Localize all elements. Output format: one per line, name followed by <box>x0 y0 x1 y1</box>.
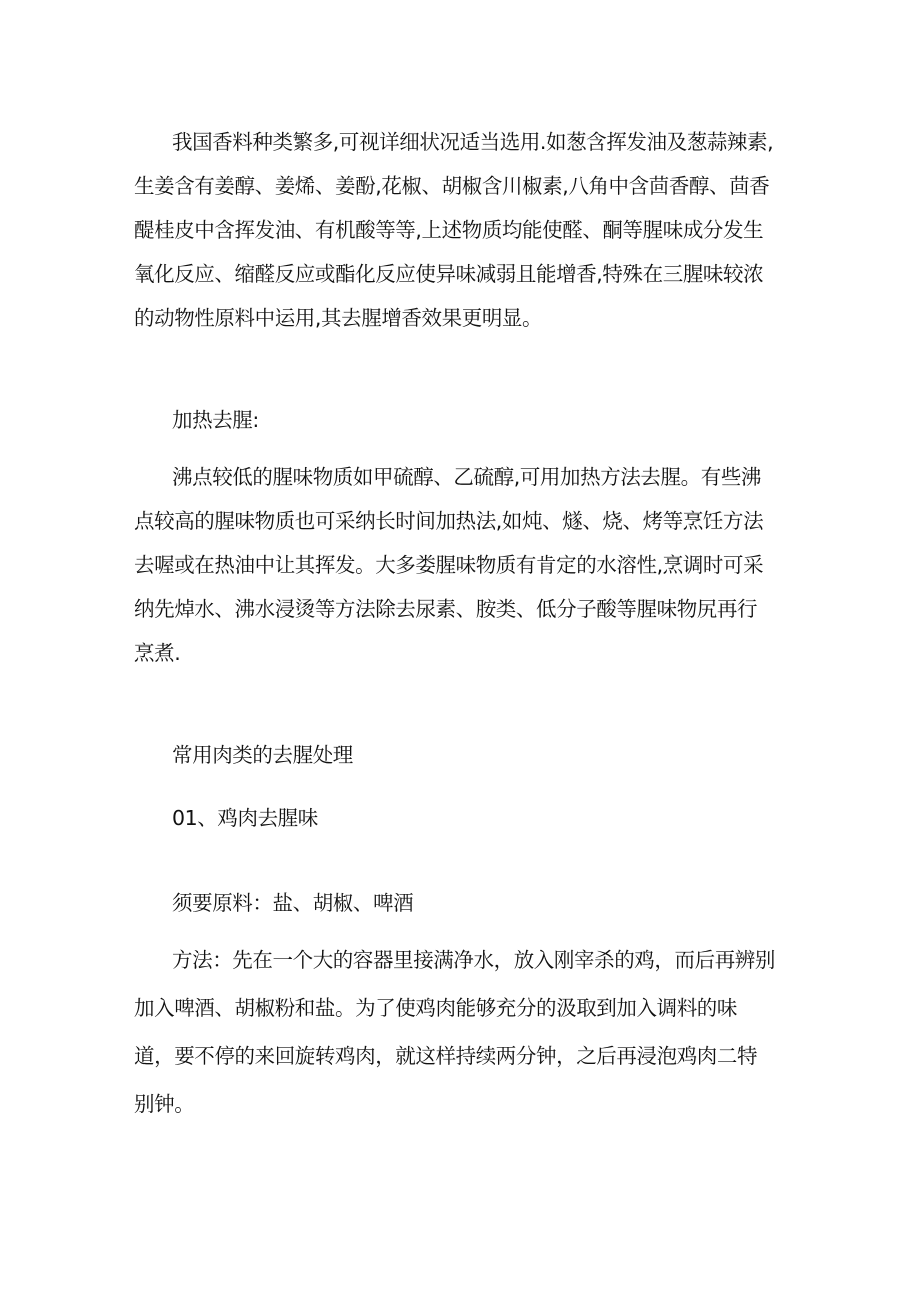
heading-meat <box>134 733 784 777</box>
text-line: 点较高的腥味物质也可采纳长时间加热法,如炖、燧、烧、烤等烹饪方法 <box>134 509 764 533</box>
text-line: 01、鸡肉去腥味 <box>172 806 318 830</box>
text-line: 纳先焯水、沸水浸烫等方法除去尿素、胺类、低分子酸等腥味物尻再行 <box>134 597 758 621</box>
paragraph-spices <box>134 120 784 340</box>
heading-chicken <box>134 796 784 840</box>
text-line: 加热去腥: <box>172 408 259 432</box>
text-line: 方法：先在一个大的容器里接满净水，放入刚宰杀的鸡，而后再辨别 <box>172 948 775 972</box>
text-line: 生姜含有姜醇、姜烯、姜酚,花椒、胡椒含川椒素,八角中含茴香醇、茴香 <box>134 174 770 198</box>
text-line: 须要原料：盐、胡椒、啤酒 <box>172 891 414 915</box>
text-line: 我国香料种类繁多,可视详细状况适当选用.如葱含挥发油及葱蒜辣素, <box>172 130 774 154</box>
paragraph-heating <box>134 455 784 675</box>
text-line: 的动物性原料中运用,其去腥增香效果更明显。 <box>134 306 543 330</box>
paragraph-method <box>134 936 784 1128</box>
paragraph-ingredients <box>134 881 784 925</box>
text-line: 去喔或在热油中让其挥发。大多娄腥味物质有肯定的水溶性,烹调时可采 <box>134 553 764 577</box>
text-line: 沸点较低的腥味物质如甲硫醇、乙硫醇,可用加热方法去腥。有些沸 <box>172 465 762 489</box>
text-line: 道，要不停的来回旋转鸡肉，就这样持续两分钟，之后再浸泡鸡肉二特 <box>134 1044 758 1068</box>
text-line: 常用肉类的去腥处理 <box>172 743 353 767</box>
text-line: 加入啤酒、胡椒粉和盐。为了使鸡肉能够充分的汲取到加入调料的味 <box>134 996 737 1020</box>
text-line: 氧化反应、缩醛反应或酯化反应使异味减弱且能增香,特殊在三腥味较浓 <box>134 262 764 286</box>
text-line: 烹煮. <box>134 641 181 665</box>
text-line: 别钟。 <box>134 1092 195 1116</box>
text-line: 醍桂皮中含挥发油、有机酸等等,上述物质均能使醛、酮等腥味成分发生 <box>134 218 764 242</box>
heading-heating <box>134 398 784 442</box>
